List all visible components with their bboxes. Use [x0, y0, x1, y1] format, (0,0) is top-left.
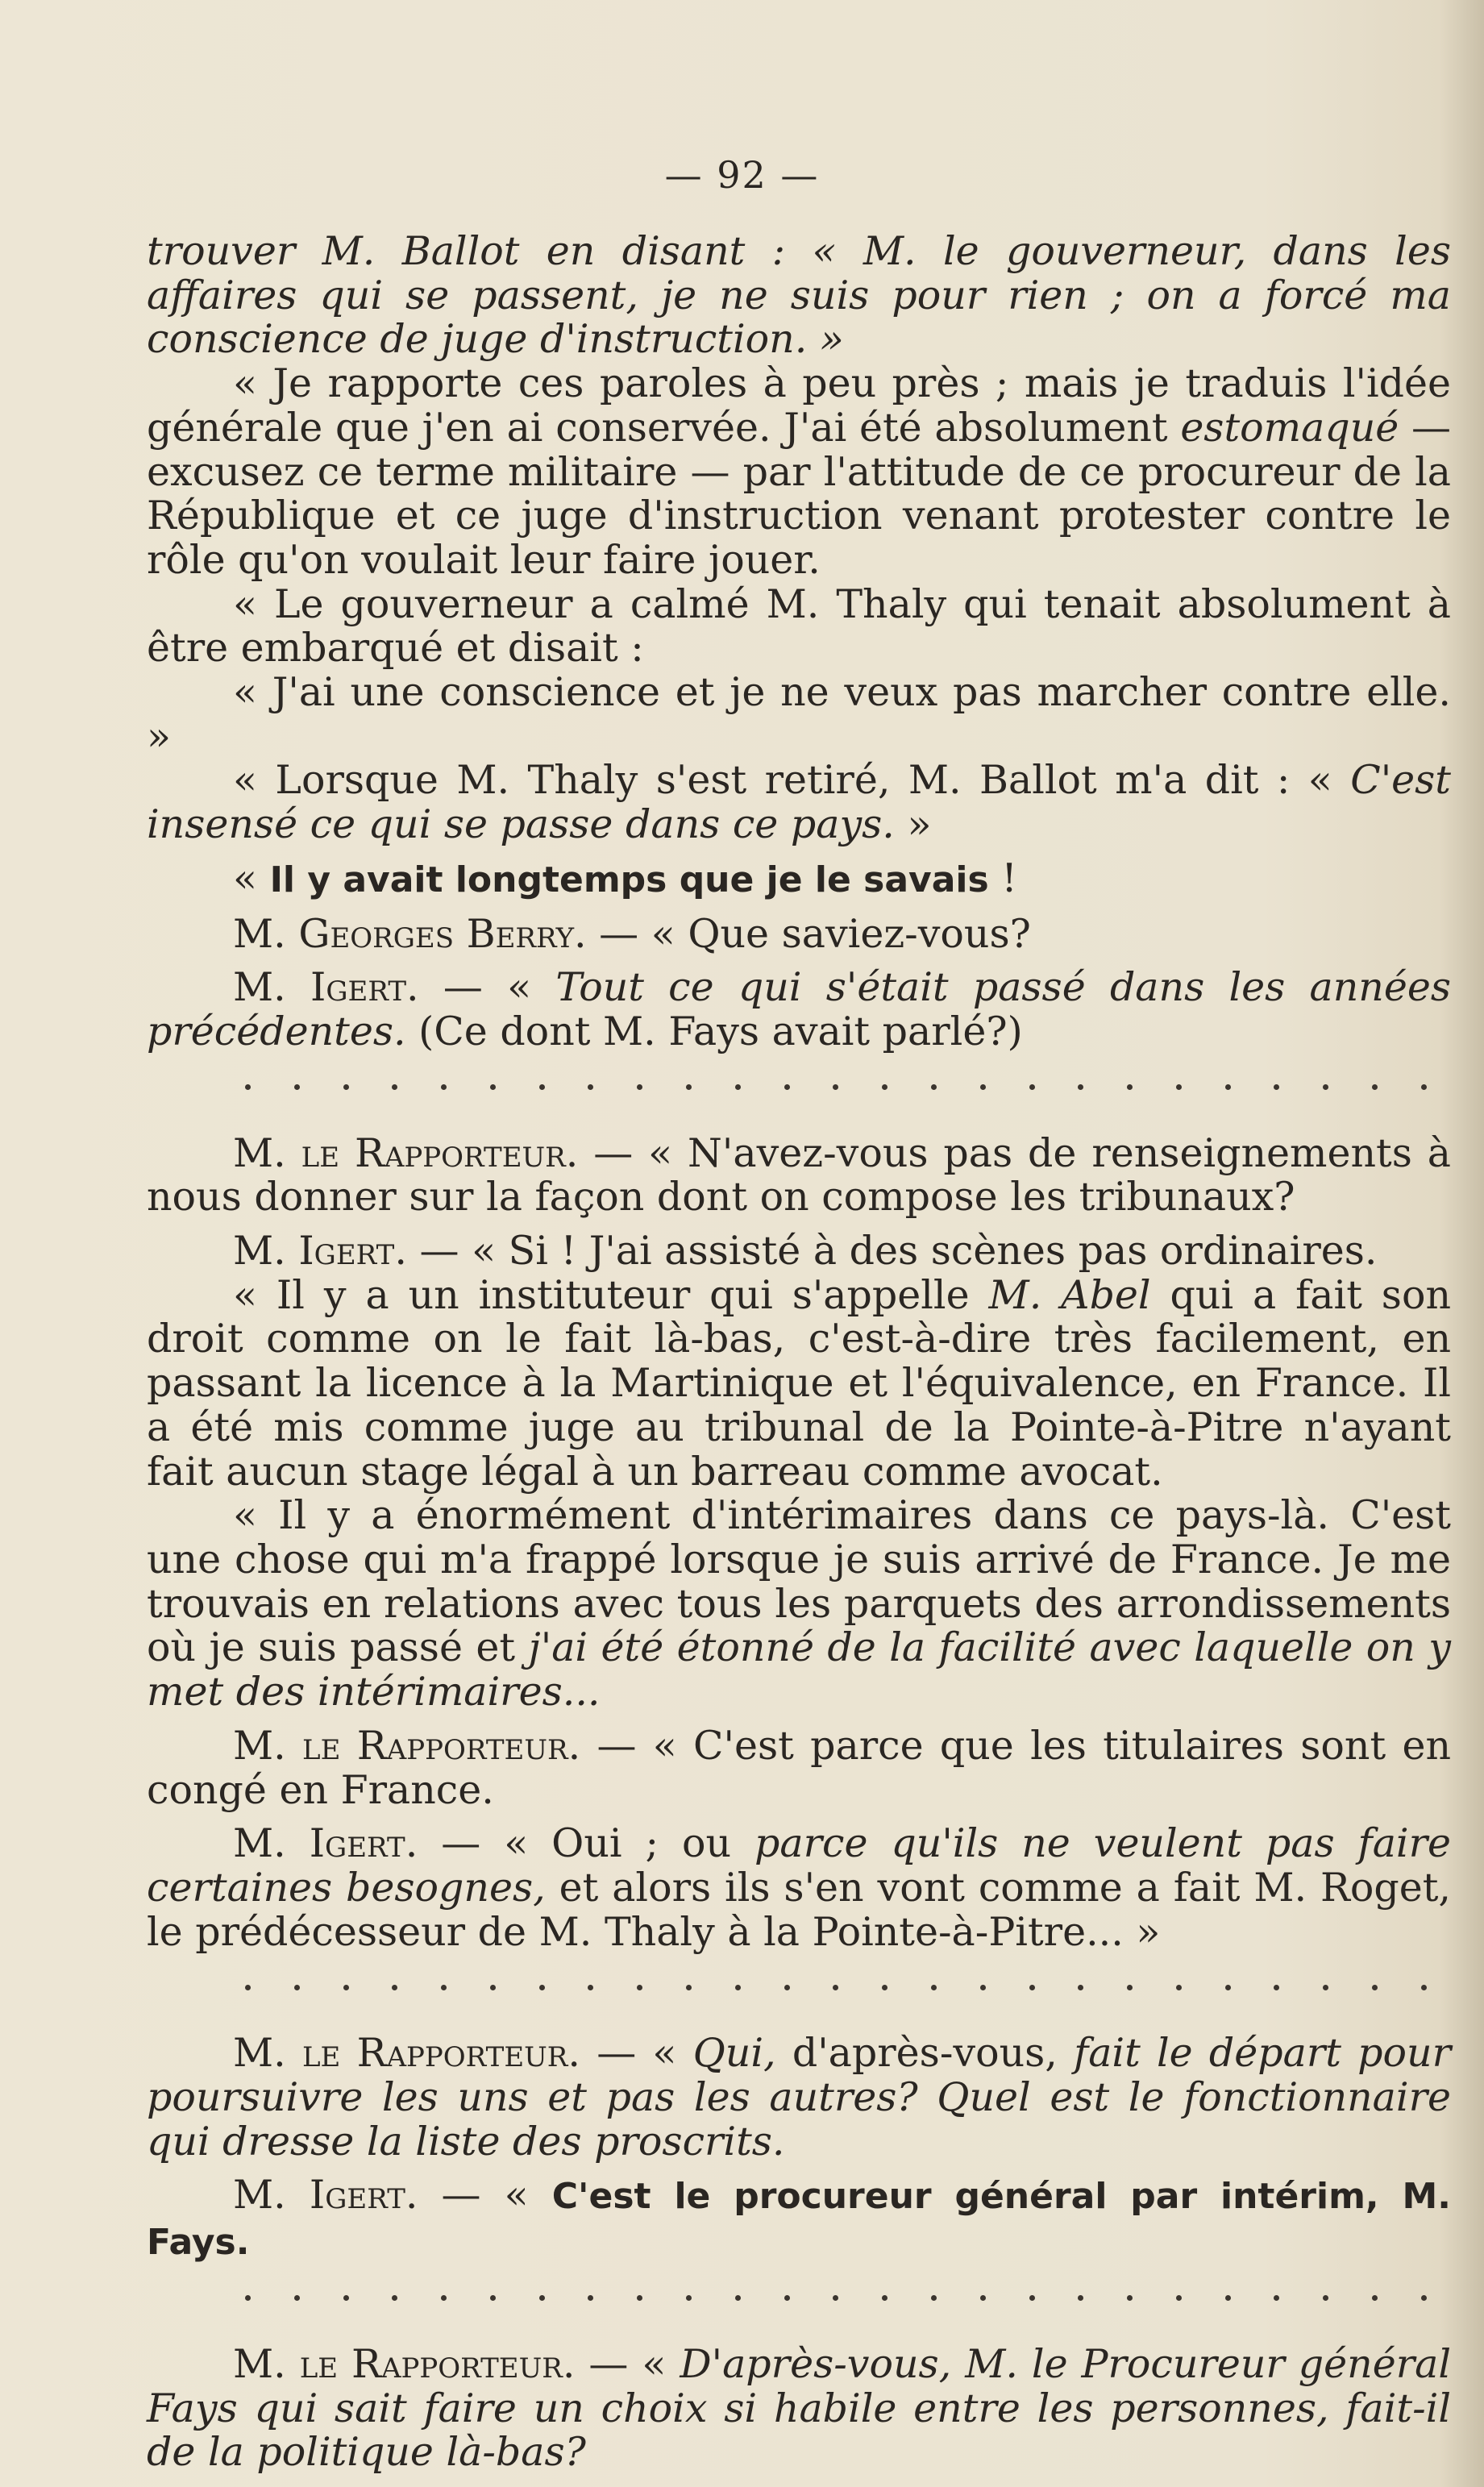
text: — « — [575, 2340, 680, 2387]
text: — « — [580, 2030, 693, 2077]
italic-text: fait le départ pour poursuivre les uns et pas les autres? Quel est le fonctionnaire qui dresse la liste des proscrits. — [147, 2030, 1452, 2165]
italic-text: M. Abel — [988, 1271, 1151, 1318]
italic-text: Qui, — [692, 2030, 776, 2077]
italic-text: Tout ce qui s'était passé dans les années précédentes. — [147, 964, 1451, 1054]
text: — « Si ! J'ai assisté à des scènes pas ordinaires. — [406, 1228, 1378, 1275]
speaker-name: M. le Rapporteur. — [233, 2340, 576, 2387]
paragraph — [147, 1271, 1452, 1495]
page-number: — 92 — — [664, 153, 820, 197]
speaker-name: M. le Rapporteur. — [233, 2030, 580, 2077]
ellipsis-separator — [147, 1965, 1451, 2009]
bold-text: Il y avait longtemps que je le savais — [269, 859, 989, 900]
paragraph — [147, 966, 1451, 1054]
text: — « N'avez-vous pas de renseignements à nous donner sur la façon dont on compose les tribunaux? — [147, 1129, 1452, 1221]
paragraph — [147, 580, 1451, 672]
speaker-name: M. Igert. — [233, 964, 419, 1011]
text: « Il y a un instituteur qui s'appelle — [233, 1271, 989, 1318]
ellipsis-separator — [147, 2277, 1451, 2320]
paragraph — [147, 1229, 1451, 1274]
italic-text: C'est insensé ce qui se passe dans ce pays. — [147, 757, 1451, 848]
ellipsis-separator — [147, 1066, 1451, 1109]
speaker-name: M. Igert. — [233, 2172, 418, 2219]
text: — excusez ce terme militaire — par l'attitude de ce procureur de la République et ce juge d'instruction venant protester contre le rôle qu'on voulait leur faire jouer. — [147, 404, 1451, 583]
italic-text: parce qu'ils ne veulent pas faire certaines besognes, — [147, 1820, 1451, 1911]
speaker-name: M. Georges Berry. — [233, 910, 587, 957]
text: — « Que saviez-vous? — [586, 910, 1031, 957]
speaker-name: M. Igert. — [233, 1228, 407, 1275]
text: d'après-vous, — [775, 2030, 1075, 2077]
document-body — [147, 230, 1451, 2475]
paragraph — [147, 1494, 1451, 1715]
italic-text: estomaqué — [1180, 404, 1399, 451]
paragraph — [147, 910, 1451, 957]
italic-text: trouver M. Ballot en disant : « M. le gouverneur, dans les affaires qui se passent, je ne suis pour rien ; on a forcé ma conscience de juge d'instruction. » — [147, 228, 1451, 363]
text: » — [894, 801, 932, 848]
speaker-name: M. le Rapporteur. — [233, 1129, 579, 1176]
text: qui a fait son droit comme on le fait là-bas, c'est-à-dire très facilement, en passant la licence à la Martinique et l'équivalence, en France. Il a été mis comme juge au tribunal de la Pointe-à-Pitre n'ayant fait aucun stage légal à un barreau comme avocat. — [147, 1271, 1452, 1495]
text: « Le gouverneur a calmé M. Thaly qui tenait absolument à être embarqué et disait : — [147, 580, 1451, 672]
paragraph — [147, 362, 1451, 583]
paragraph — [147, 759, 1451, 846]
text: ! — [988, 855, 1017, 901]
italic-text: j'ai été étonné de la facilité avec laquelle on y met des intérimaires... — [147, 1624, 1451, 1716]
text: « Je rapporte ces paroles à peu près ; mais je traduis l'idée générale que j'en ai conservée. J'ai été absolument — [147, 360, 1451, 451]
paragraph — [147, 230, 1451, 362]
speaker-name: M. le Rapporteur. — [233, 1722, 581, 1769]
text: et alors ils s'en vont comme a fait M. Roget, le prédécesseur de M. Thaly à la Pointe-à-Pitre... » — [147, 1864, 1452, 1955]
text: « — [233, 855, 270, 901]
bold-text: C'est le procureur général par intérim, M. Fays. — [147, 2176, 1451, 2264]
paragraph — [147, 1129, 1452, 1221]
paragraph — [147, 1724, 1451, 1812]
text: — « C'est parce que les titulaires sont en congé en France. — [147, 1722, 1452, 1813]
paragraph — [147, 2173, 1451, 2265]
text: (Ce dont M. Fays avait parlé?) — [405, 1008, 1023, 1054]
text: « Il y a énormément d'intérimaires dans ce pays-là. C'est une chose qui m'a frappé lorsque je suis arrivé de France. Je me trouvais en relations avec tous les parquets des arrondissements où je suis passé et — [147, 1492, 1451, 1671]
text: « Lorsque M. Thaly s'est retiré, M. Ballot m'a dit : « — [233, 757, 1351, 804]
paragraph — [147, 1822, 1451, 1954]
paragraph — [147, 2340, 1451, 2476]
italic-text: D'après-vous, M. le Procureur général Fays qui sait faire un choix si habile entre les personnes, fait-il de la politique là-bas? — [147, 2340, 1451, 2476]
text: — « Oui ; ou — [418, 1820, 754, 1867]
text: — « — [418, 2172, 552, 2219]
text: — « — [418, 964, 556, 1011]
text: « J'ai une conscience et je ne veux pas marcher contre elle. » — [147, 669, 1451, 759]
paragraph — [147, 2032, 1451, 2164]
paragraph — [147, 857, 1451, 903]
speaker-name: M. Igert. — [233, 1820, 418, 1867]
paragraph — [147, 671, 1451, 759]
